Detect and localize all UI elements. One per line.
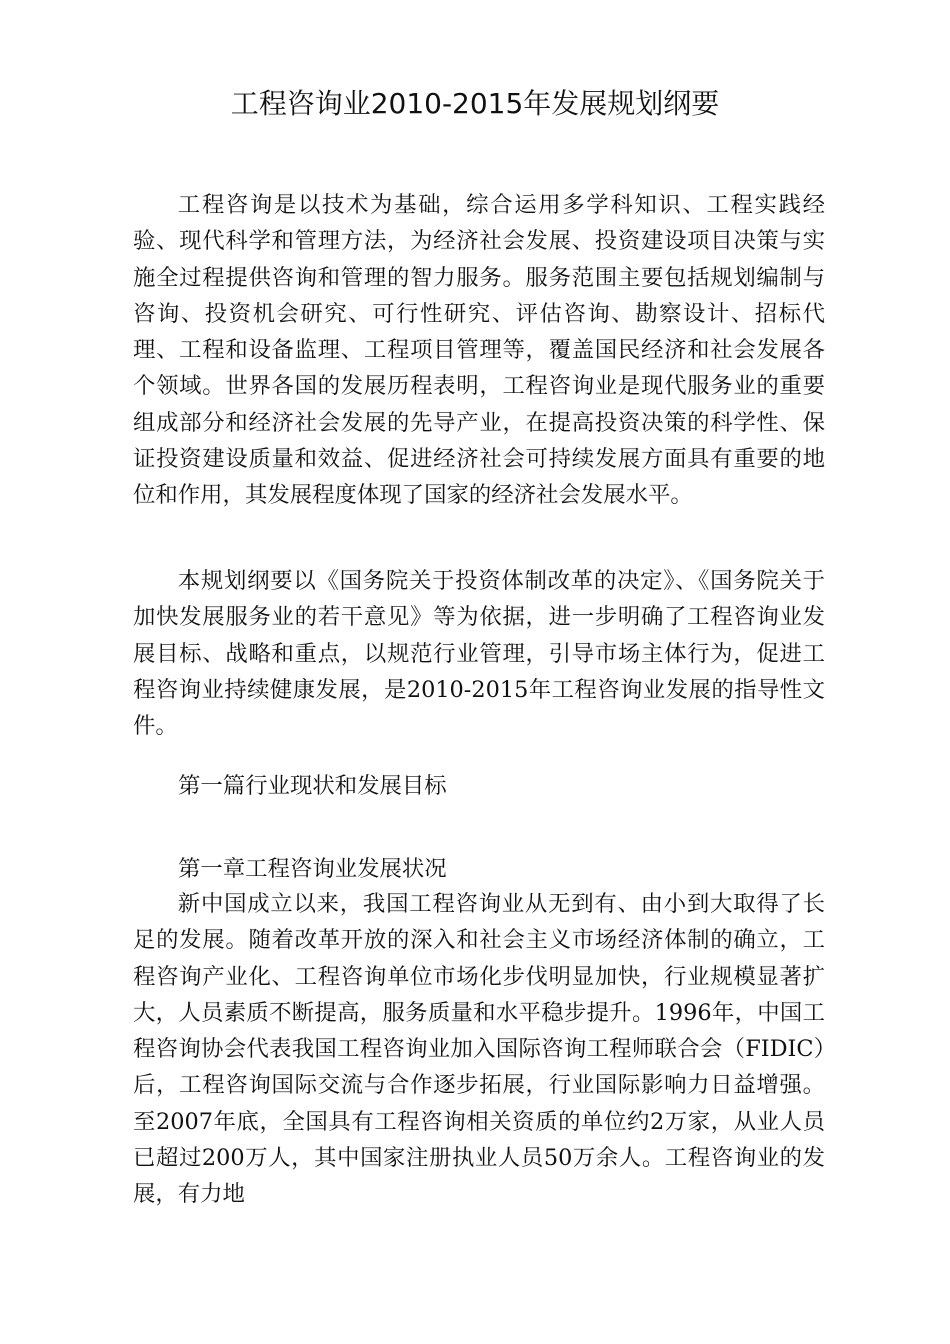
basis-paragraph: 本规划纲要以《国务院关于投资体制改革的决定》、《国务院关于加快发展服务业的若干意见》等为依据，进一步明确了工程咨询业发展目标、战略和重点，以规范行业管理，引导市场主体行为，促进工程咨询业持续健康发展，是2010-2015年工程咨询业发展的指导性文件。 — [133, 568, 825, 740]
chapter-paragraph: 新中国成立以来，我国工程咨询业从无到有、由小到大取得了长足的发展。随着改革开放的深入和社会主义市场经济体制的确立，工程咨询产业化、工程咨询单位市场化步伐明显加快，行业规模显著扩大，人员素质不断提高，服务质量和水平稳步提升。1996年，中国工程咨询协会代表我国工程咨询业加入国际咨询工程师联合会（FIDIC）后，工程咨询国际交流与合作逐步拓展，行业国际影响力日益增强。至2007年底，全国具有工程咨询相关资质的单位约2万家，从业人员已超过200万人，其中国家注册执业人员50万余人。工程咨询业的发展，有力地 — [133, 891, 825, 1208]
chapter-heading: 第一章工程咨询业发展状况 — [178, 856, 447, 882]
document-title: 工程咨询业2010-2015年发展规划纲要 — [230, 87, 720, 120]
part-heading: 第一篇行业现状和发展目标 — [178, 773, 447, 799]
intro-paragraph: 工程咨询是以技术为基础，综合运用多学科知识、工程实践经验、现代科学和管理方法，为经济社会发展、投资建设项目决策与实施全过程提供咨询和管理的智力服务。服务范围主要包括规划编制与咨询、投资机会研究、可行性研究、评估咨询、勘察设计、招标代理、工程和设备监理、工程项目管理等，覆盖国民经济和社会发展各个领域。世界各国的发展历程表明，工程咨询业是现代服务业的重要组成部分和经济社会发展的先导产业，在提高投资决策的科学性、保证投资建设质量和效益、促进经济社会可持续发展方面具有重要的地位和作用，其发展程度体现了国家的经济社会发展水平。 — [133, 192, 825, 509]
